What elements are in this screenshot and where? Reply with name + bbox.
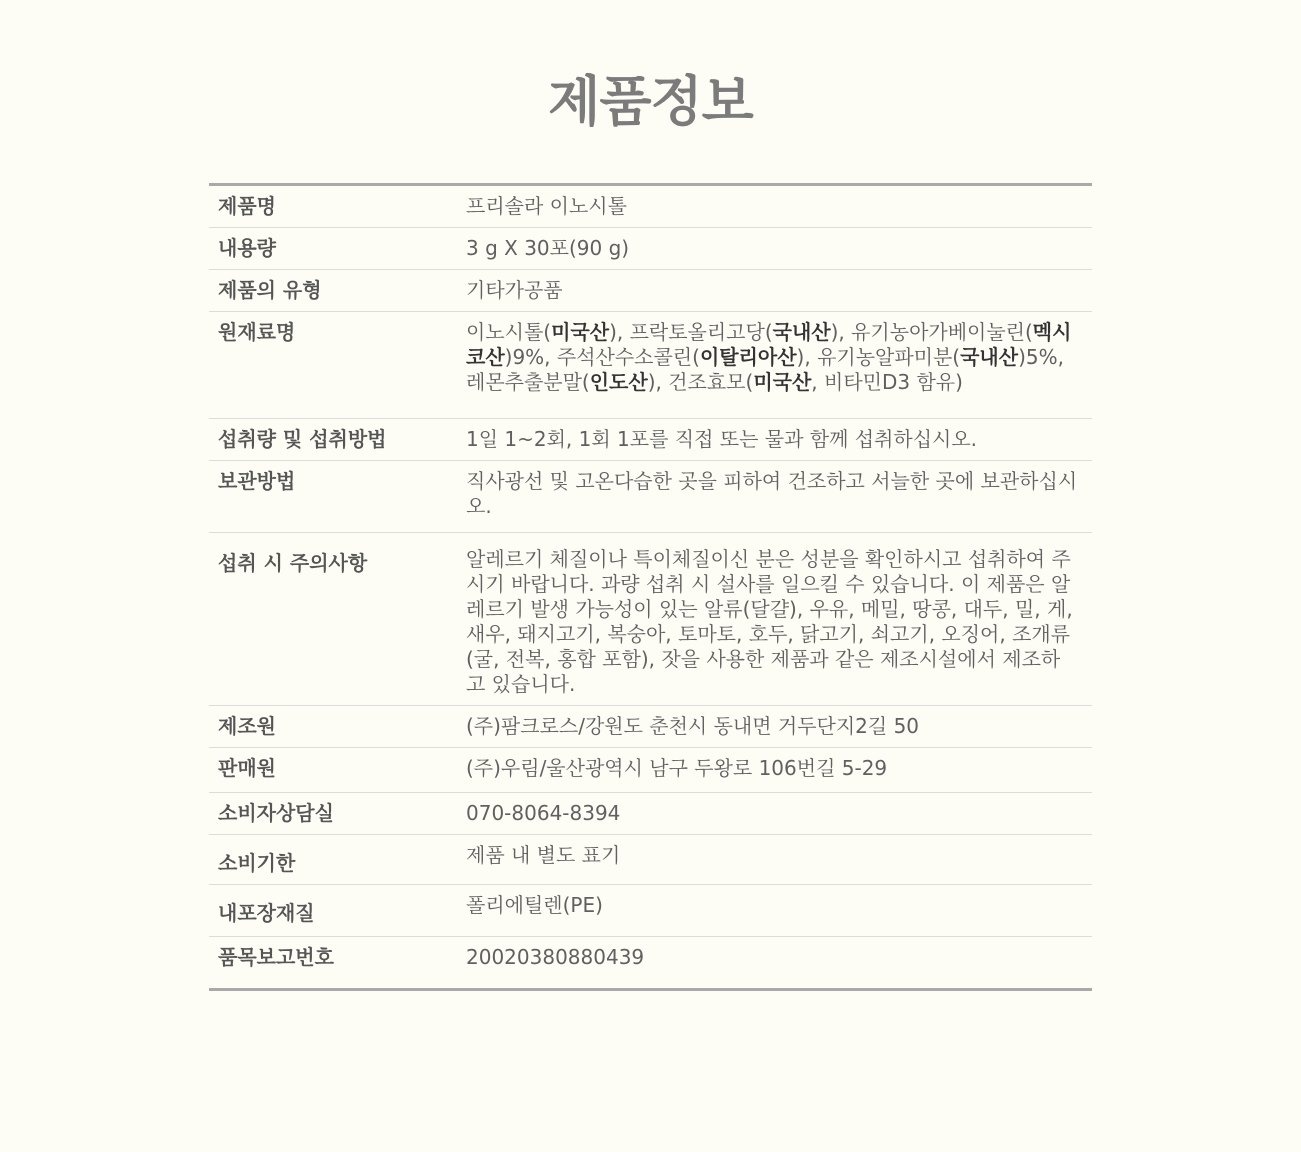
table-row <box>209 461 1092 533</box>
ingredients-text: , 비타민D3 함유) <box>811 370 963 394</box>
table-row <box>209 706 1092 748</box>
row-label: 섭취 시 주의사항 <box>209 533 466 706</box>
row-value: 3 g X 30포(90 g) <box>466 228 1092 270</box>
origin-label: 미국산 <box>753 370 812 394</box>
row-label: 소비자상담실 <box>209 793 466 835</box>
table-row <box>209 228 1092 270</box>
row-value: 프리솔라 이노시톨 <box>466 194 627 218</box>
row-label: 내용량 <box>209 228 466 270</box>
table-row <box>209 312 1092 419</box>
row-label: 제품의 유형 <box>209 270 466 312</box>
table-row <box>209 937 1092 990</box>
product-info-table <box>209 183 1092 991</box>
row-label: 판매원 <box>209 748 466 793</box>
origin-label: 이탈리아산 <box>699 345 797 369</box>
row-label: 품목보고번호 <box>209 937 466 990</box>
origin-label: 국내산 <box>772 320 831 344</box>
origin-label: 인도산 <box>589 370 648 394</box>
row-label: 보관방법 <box>209 461 466 533</box>
ingredients-value <box>466 312 1092 419</box>
ingredients-text: ), 유기농아가베이눌린( <box>830 320 1033 344</box>
ingredients-text: ), 유기농알파미분( <box>796 345 961 369</box>
ingredients-text: )5%, 레몬추출분말( <box>466 345 1064 394</box>
origin-label: 국내산 <box>960 345 1019 369</box>
table-row <box>209 748 1092 793</box>
row-value: 1일 1~2회, 1회 1포를 직접 또는 물과 함께 섭취하십시오. <box>466 419 1092 461</box>
origin-label: 미국산 <box>551 320 610 344</box>
table-row <box>209 185 1092 228</box>
row-value: (주)우림/울산광역시 남구 두왕로 106번길 5-29 <box>466 748 1092 793</box>
row-value: 20020380880439 <box>466 937 1092 990</box>
table-row <box>209 835 1092 885</box>
row-label: 제조원 <box>209 706 466 748</box>
row-label: 제품명 <box>218 194 276 218</box>
ingredients-text: ), 건조효모( <box>647 370 754 394</box>
row-label: 섭취량 및 섭취방법 <box>209 419 466 461</box>
row-value: 직사광선 및 고온다습한 곳을 피하여 건조하고 서늘한 곳에 보관하십시오. <box>466 461 1092 533</box>
table-row <box>209 793 1092 835</box>
row-value: 070-8064-8394 <box>466 793 1092 835</box>
row-label: 원재료명 <box>209 312 466 419</box>
row-value: (주)팜크로스/강원도 춘천시 동내면 거두단지2길 50 <box>466 706 1092 748</box>
table-row <box>209 270 1092 312</box>
origin-label: 멕시코산 <box>466 320 1072 369</box>
row-value: 기타가공품 <box>466 270 1092 312</box>
ingredients-text: 이노시톨( <box>466 320 552 344</box>
table-row <box>209 885 1092 937</box>
table-row <box>209 419 1092 461</box>
row-label: 소비기한 <box>209 835 466 885</box>
row-value: 제품 내 별도 표기 <box>466 835 1092 885</box>
ingredients-text: )9%, 주석산수소콜린( <box>504 345 700 369</box>
ingredients-text: ), 프락토올리고당( <box>609 320 773 344</box>
table-row <box>209 533 1092 706</box>
row-value: 알레르기 체질이나 특이체질이신 분은 성분을 확인하시고 섭취하여 주시기 바랍니다. 과량 섭취 시 설사를 일으킬 수 있습니다. 이 제품은 알레르기 발생 가능성이 있는 알류(달걀), 우유, 메밀, 땅콩, 대두, 밀, 게, 새우, 돼지고기, 복숭아, 토마토, 호두, 닭고기, 쇠고기, 오징어, 조개류(굴, 전복, 홍합 포함), 잣을 사용한 제품과 같은 제조시설에서 제조하고 있습니다. <box>466 533 1092 706</box>
row-label: 내포장재질 <box>209 885 466 937</box>
row-value: 폴리에틸렌(PE) <box>466 885 1092 937</box>
page-title: 제품정보 <box>548 70 753 133</box>
